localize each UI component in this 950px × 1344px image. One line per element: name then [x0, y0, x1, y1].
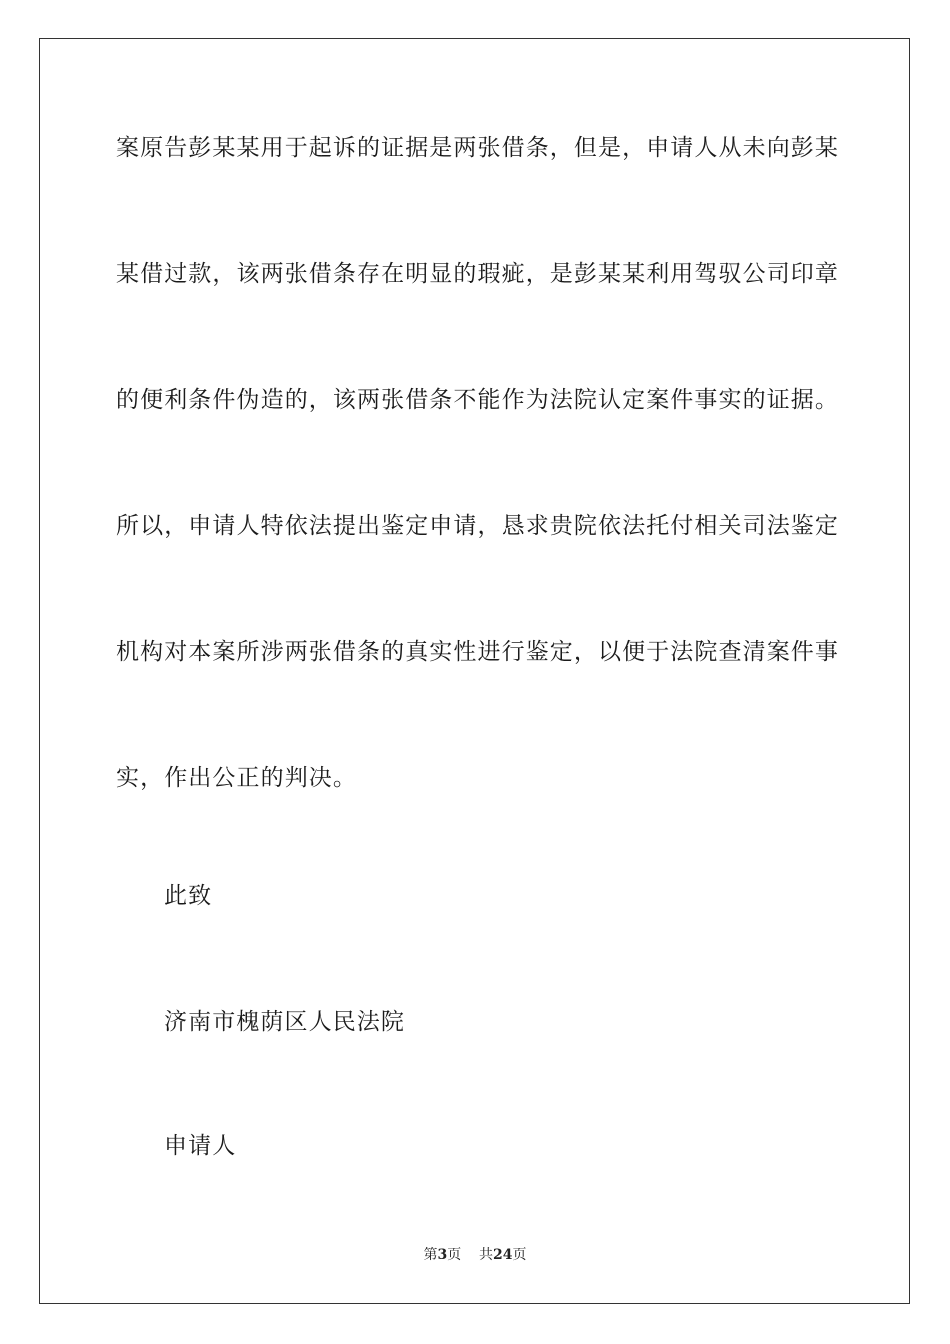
- total-suffix: 页: [512, 1247, 527, 1263]
- applicant-label: 申请人: [164, 1133, 237, 1159]
- page-number: 3: [437, 1247, 448, 1263]
- body-line-4: 所以，申请人特依法提出鉴定申请，恳求贵院依法托付相关司法鉴定: [116, 513, 839, 539]
- total-pages: 24: [493, 1247, 513, 1263]
- page-prefix: 第: [423, 1247, 438, 1263]
- body-line-2: 某借过款，该两张借条存在明显的瑕疵，是彭某某利用驾驭公司印章: [116, 261, 839, 287]
- closing-salutation: 此致: [164, 883, 213, 909]
- addressee-court: 济南市槐荫区人民法院: [164, 1009, 405, 1035]
- body-line-6: 实，作出公正的判决。: [116, 765, 357, 791]
- page-border: [39, 38, 910, 1304]
- body-line-5: 机构对本案所涉两张借条的真实性进行鉴定，以便于法院查清案件事: [116, 639, 839, 665]
- total-prefix: 共: [479, 1247, 494, 1263]
- body-line-3: 的便利条件伪造的，该两张借条不能作为法院认定案件事实的证据。: [116, 387, 839, 413]
- body-line-1: 案原告彭某某用于起诉的证据是两张借条，但是，申请人从未向彭某: [116, 135, 839, 161]
- page-footer: [0, 1245, 950, 1265]
- page-suffix: 页: [447, 1247, 462, 1263]
